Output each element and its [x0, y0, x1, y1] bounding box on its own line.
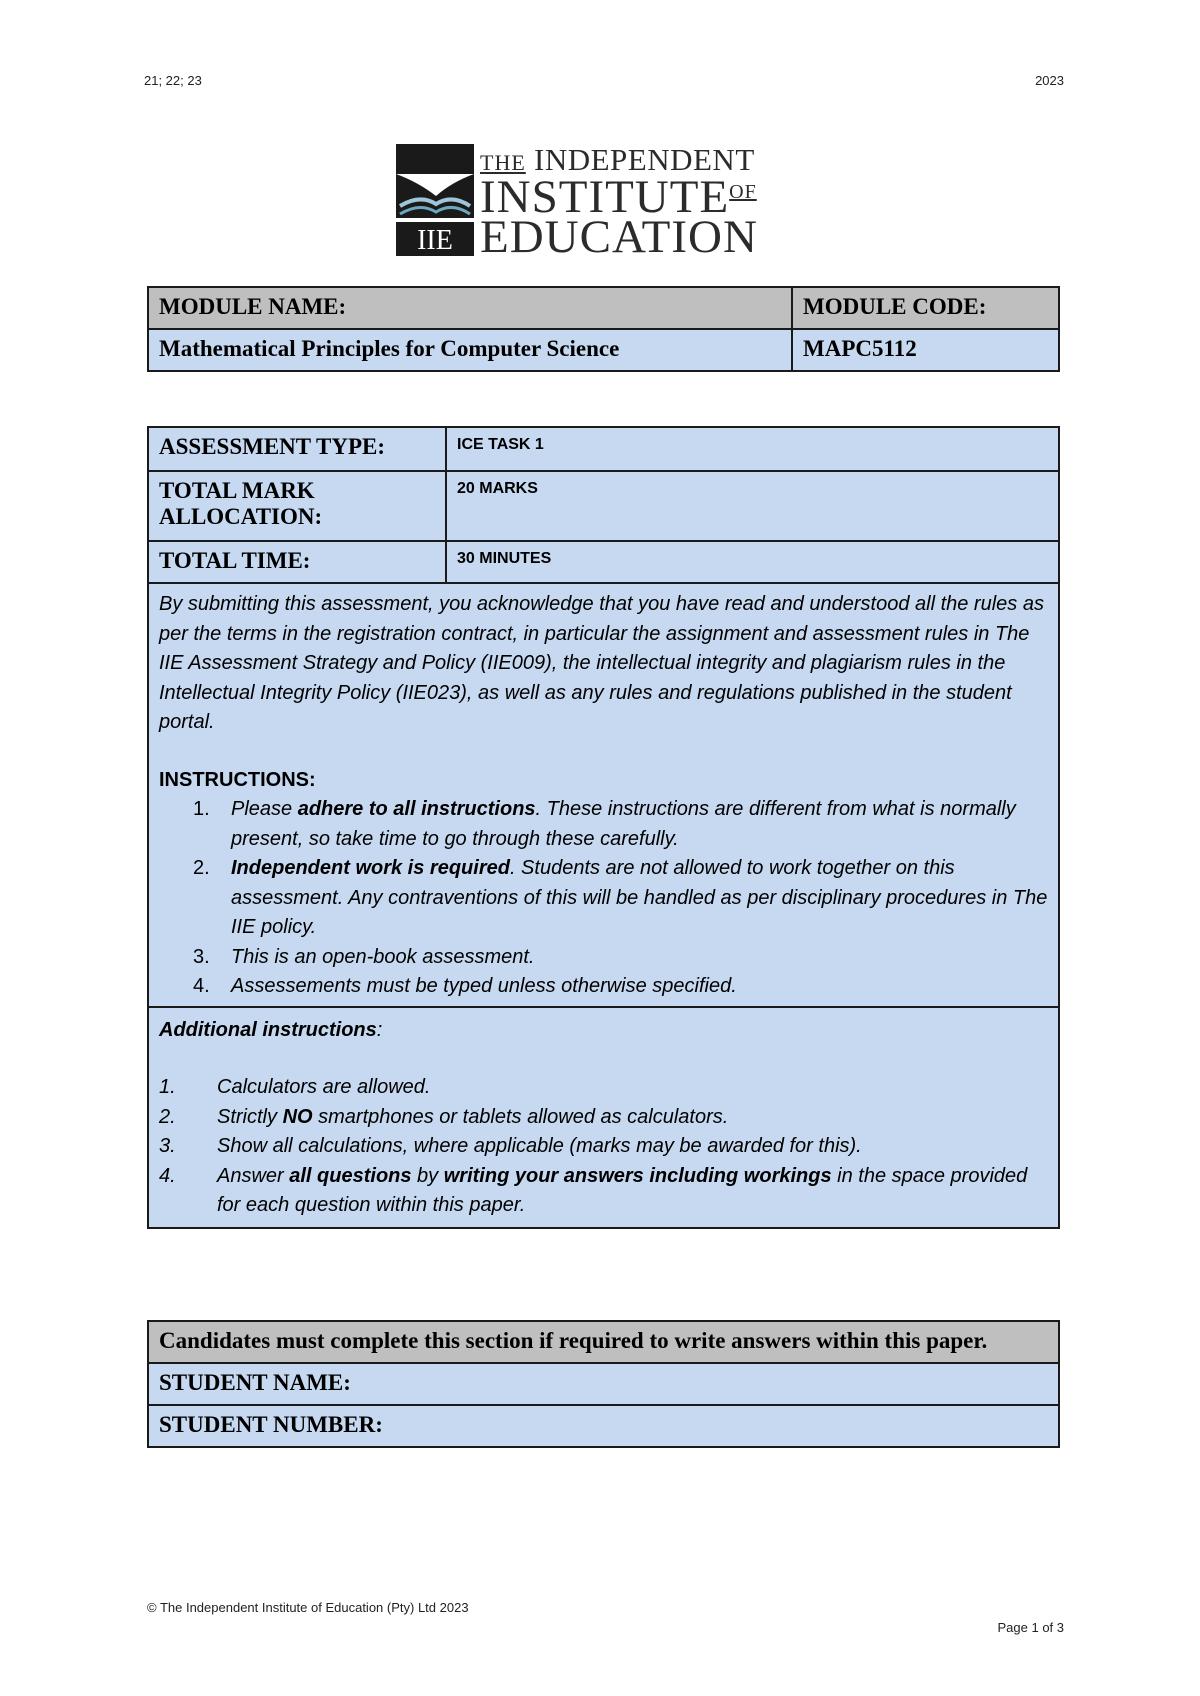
- book-logo-icon: [396, 144, 474, 256]
- list-item: 1. Please adhere to all instructions. These instructions are different from what is normally present, so take time to go through these carefully.: [193, 798, 1016, 850]
- page-number: Page 1 of 3: [997, 1620, 1064, 1635]
- list-item: 1. Calculators are allowed.: [159, 1076, 431, 1098]
- total-mark-value: 20 MARKS: [446, 471, 1059, 541]
- header-year: 2023: [1035, 73, 1064, 88]
- list-item: 3. Show all calculations, where applicable (marks may be awarded for this).: [159, 1135, 862, 1157]
- instructions-cell: [148, 583, 1059, 1007]
- logo-independent: INDEPENDENT: [534, 142, 755, 177]
- logo-the: THE: [480, 150, 526, 175]
- list-item: 4. Assessements must be typed unless otherwise specified.: [193, 975, 737, 997]
- module-table: [147, 286, 1060, 372]
- total-time-value: 30 MINUTES: [446, 541, 1059, 583]
- logo-education: EDUCATION: [480, 211, 758, 263]
- assessment-type-value: ICE TASK 1: [446, 427, 1059, 471]
- assessment-table: [147, 426, 1060, 1229]
- student-name-field[interactable]: STUDENT NAME:: [148, 1363, 1059, 1405]
- module-code-label: MODULE CODE:: [792, 287, 1059, 329]
- additional-list: [159, 1073, 1048, 1221]
- list-item: 2. Independent work is required. Students are not allowed to work together on this assessment. Any contraventions of this will be handled as per disciplinary procedures in The IIE policy.: [193, 857, 1048, 938]
- list-item: 3. This is an open-book assessment.: [193, 945, 535, 968]
- instructions-heading: INSTRUCTIONS:: [159, 768, 316, 791]
- list-item: 4. Answer all questions by writing your answers including workings in the space provided for each question within this paper.: [159, 1164, 1028, 1216]
- module-name-label: MODULE NAME:: [148, 287, 792, 329]
- header-codes: 21; 22; 23: [144, 73, 202, 88]
- assessment-type-label: ASSESSMENT TYPE:: [148, 427, 446, 471]
- logo-of: OF: [729, 181, 757, 203]
- module-code-value: MAPC5112: [792, 329, 1059, 371]
- footer-copyright: © The Independent Institute of Education (Pty) Ltd 2023: [147, 1600, 469, 1615]
- iie-logo: [396, 142, 808, 263]
- additional-heading: Additional instructions: [159, 1018, 377, 1041]
- instructions-list: [193, 795, 1048, 1002]
- student-number-field[interactable]: STUDENT NUMBER:: [148, 1405, 1059, 1447]
- logo-institute: INSTITUTE: [480, 171, 730, 223]
- module-name-value: Mathematical Principles for Computer Science: [148, 329, 792, 371]
- total-mark-label: TOTAL MARK ALLOCATION:: [148, 471, 446, 541]
- list-item: 2. Strictly NO smartphones or tablets allowed as calculators.: [159, 1105, 729, 1128]
- logo-badge-text: IIE: [417, 225, 453, 256]
- student-section-heading: Candidates must complete this section if required to write answers within this paper.: [148, 1321, 1059, 1363]
- declaration-text: By submitting this assessment, you acknowledge that you have read and understood all the rules as per the terms in the registration contract, in particular the assignment and assessment rules in The IIE Assessment Strategy and Policy (IIE009), the intellectual integrity and plagiarism rules in the Intellectual Integrity Policy (IIE023), as well as any rules and regulations published in the student portal.: [159, 593, 1044, 733]
- total-time-label: TOTAL TIME:: [148, 541, 446, 583]
- additional-instructions-cell: Additional instructions: 1. Calculators are allowed. 2. Strictly NO smartphones or tablets allowed as calculators. 3. Show all calculations, where applicable (marks may be awarded for this). 4. Answer all questions by writing your answers including workings in the space provided for each question within this paper.: [148, 1007, 1059, 1228]
- student-table: [147, 1320, 1060, 1448]
